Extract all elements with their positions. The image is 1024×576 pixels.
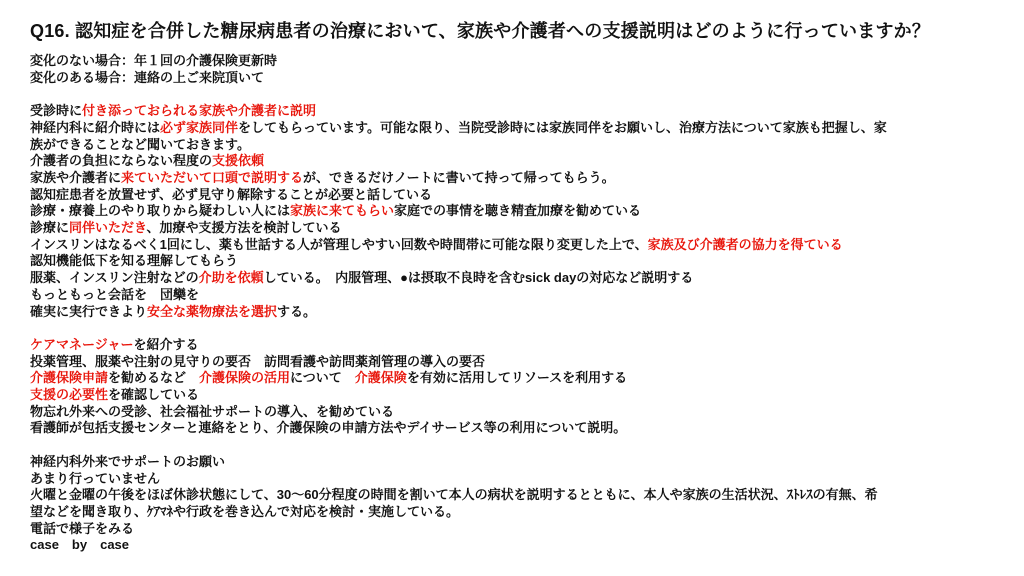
text-line: [30, 203, 1005, 220]
text-segment: 神経内科外来でサポートのお願い: [30, 453, 226, 469]
highlighted-text: 同伴いただき: [69, 220, 147, 236]
text-segment: 電話で様子をみる: [30, 520, 135, 536]
text-line: [30, 103, 1005, 120]
text-line: [30, 337, 1005, 354]
text-segment: 介護者の負担にならない程度の: [30, 153, 213, 169]
text-segment: 変化のない場合：年１回の介護保険更新時: [30, 53, 278, 68]
text-line: [30, 471, 1005, 488]
text-segment: 、加療や支援方法を検討している: [146, 220, 342, 236]
text-line: [30, 270, 1005, 287]
text-segment: あまり行っていません: [30, 470, 161, 486]
text-line: [30, 220, 1005, 237]
text-line: [30, 153, 1005, 170]
text-segment: を紹介する: [133, 336, 199, 352]
text-segment: 族ができることなど聞いておきます。: [30, 136, 250, 152]
slide-title: Q16. 認知症を合併した糖尿病患者の治療において、家族や介護者への支援説明はどのように行っていますか？: [30, 21, 931, 41]
text-line: [30, 454, 1005, 471]
text-line: [30, 370, 1005, 387]
text-line: [30, 504, 1005, 521]
highlighted-text: 必ず家族同伴: [160, 119, 239, 135]
text-line: [30, 170, 1005, 187]
text-segment: をしてもらっています。可能な限り、当院受診時には家族同伴をお願いし、治療方法について家族も把握し、家: [238, 119, 887, 135]
highlighted-text: 付き添っておられる家族や介護者に説明: [82, 103, 317, 119]
text-line: [30, 537, 1005, 554]
text-segment: 家庭での事情を聴き精査加療を勧めている: [394, 203, 642, 219]
text-segment: する。: [277, 303, 317, 319]
text-segment: 火曜と金曜の午後をほぼ休診状態にして、30～60分程度の時間を割いて本人の病状を説明するとともに、本人や家族の生活状況、ｽﾄﾚｽの有無、希: [30, 487, 878, 503]
text-segment: 認知症患者を放置せず、必ず見守り解除することが必要と話している: [30, 186, 432, 202]
text-segment: 変化のある場合：連絡の上ご来院頂いて: [30, 69, 265, 85]
text-segment: 看護師が包括支援センターと連絡をとり、介護保険の申請方法やデイサービス等の利用について説明。: [30, 420, 627, 436]
highlighted-text: 家族及び介護者の協力を得ている: [647, 236, 843, 252]
highlighted-text: 介助を依頼: [198, 270, 264, 286]
text-segment: を確認している: [108, 387, 200, 403]
text-segment: を勧めるなど: [108, 370, 200, 386]
highlighted-text: 来ていただいて口頭で説明する: [121, 169, 304, 185]
text-segment: 確実に実行できより: [30, 303, 148, 319]
text-segment: している。 内服管理、●は摂取不良時を含むsick dayの対応など説明する: [263, 270, 694, 286]
text-segment: 物忘れ外来への受診、社会福祉サポートの導入、を勧めている: [30, 403, 395, 419]
text-segment: 神経内科に紹介時には: [30, 119, 161, 135]
highlighted-text: 家族に来てもらい: [290, 203, 395, 219]
text-line: [30, 287, 1005, 304]
text-line: [30, 320, 1005, 337]
text-segment: 家族や介護者に: [30, 169, 122, 185]
text-segment: 診療・療養上のやり取りから疑わしい人には: [30, 203, 291, 219]
highlighted-text: ケアマネージャー: [30, 336, 134, 352]
text-segment: 服薬、インスリン注射などの: [30, 270, 199, 286]
text-segment: case by case: [30, 537, 130, 553]
text-segment: 投薬管理、服薬や注射の見守りの要否 訪問看護や訪問薬剤管理の導入の要否: [30, 353, 486, 369]
text-segment: 望などを聞き取り、ｹｱﾏﾈや行政を巻き込んで対応を検討・実施している。: [30, 503, 460, 519]
text-segment: インスリンはなるべく1回にし、薬も世話する人が管理しやすい回数や時間帯に可能な限り変更した上で、: [30, 236, 648, 252]
text-segment: を有効に活用してリソースを利用する: [406, 370, 628, 386]
highlighted-text: 介護保険の活用: [199, 370, 291, 386]
text-line: [30, 521, 1005, 538]
text-line: [30, 70, 1005, 87]
text-line: [30, 137, 1005, 154]
text-line: [30, 404, 1005, 421]
text-line: [30, 86, 1005, 103]
text-segment: 認知機能低下を知る理解してもらう: [30, 253, 239, 269]
highlighted-text: 介護保険申請: [30, 370, 109, 386]
text-line: [30, 253, 1005, 270]
text-line: [30, 420, 1005, 437]
text-line: [30, 120, 1005, 137]
text-segment: が、できるだけノートに書いて持って帰ってもらう。: [303, 169, 615, 185]
highlighted-text: 安全な薬物療法を選択: [147, 303, 278, 319]
text-line: [30, 187, 1005, 204]
text-line: [30, 354, 1005, 371]
text-segment: 診療に: [30, 220, 70, 236]
text-line: [30, 53, 1005, 70]
text-line: [30, 487, 1005, 504]
text-line: [30, 387, 1005, 404]
text-segment: について: [290, 370, 355, 386]
text-segment: 受診時に: [30, 103, 83, 119]
text-line: [30, 304, 1005, 321]
text-line: [30, 437, 1005, 454]
highlighted-text: 支援依頼: [212, 153, 265, 169]
text-line: [30, 237, 1005, 254]
highlighted-text: 介護保険: [354, 370, 407, 386]
highlighted-text: 支援の必要性: [30, 387, 109, 403]
slide-body: [30, 53, 1005, 554]
text-segment: もっともっと会話を 団欒を: [30, 286, 200, 302]
